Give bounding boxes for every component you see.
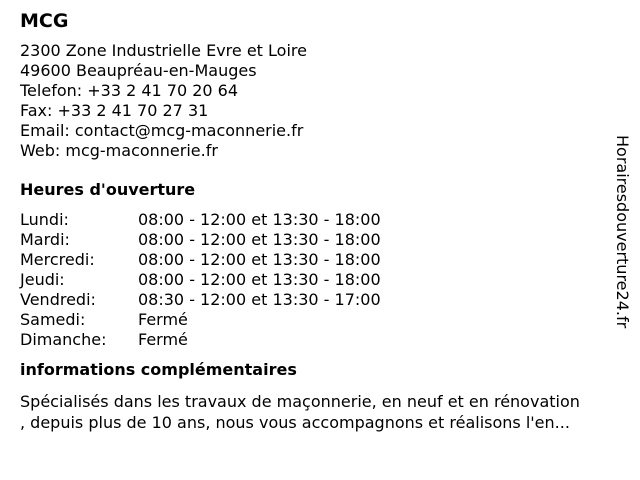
- fax-line: Fax: +33 2 41 70 27 31: [20, 101, 209, 120]
- info-description: [20, 391, 625, 433]
- day-label: Dimanche:: [20, 330, 107, 349]
- time-value: 08:30 - 12:00 et 13:30 - 17:00: [138, 290, 381, 309]
- hours-row-sunday: [20, 330, 620, 350]
- hours-row-thursday: [20, 270, 620, 290]
- business-card: [20, 8, 620, 433]
- day-label: Vendredi:: [20, 290, 96, 309]
- web-line: Web: mcg-maconnerie.fr: [20, 141, 218, 160]
- info-heading: informations complémentaires: [20, 360, 297, 379]
- time-value: Fermé: [138, 310, 188, 329]
- site-watermark: Horairesdouverture24.fr: [613, 135, 632, 329]
- hours-row-tuesday: [20, 230, 620, 250]
- address-line-2: 49600 Beaupréau-en-Mauges: [20, 61, 257, 80]
- day-label: Lundi:: [20, 210, 69, 229]
- day-label: Samedi:: [20, 310, 86, 329]
- hours-heading: Heures d'ouverture: [20, 180, 196, 199]
- time-value: Fermé: [138, 330, 188, 349]
- time-value: 08:00 - 12:00 et 13:30 - 18:00: [138, 270, 381, 289]
- time-value: 08:00 - 12:00 et 13:30 - 18:00: [138, 210, 381, 229]
- hours-table: [20, 210, 620, 350]
- hours-row-friday: [20, 290, 620, 310]
- description-line-2: , depuis plus de 10 ans, nous vous accompagnons et réalisons l'en...: [20, 413, 570, 432]
- day-label: Jeudi:: [20, 270, 65, 289]
- address-line-1: 2300 Zone Industrielle Evre et Loire: [20, 41, 307, 60]
- business-name: MCG: [20, 10, 69, 32]
- hours-row-monday: [20, 210, 620, 230]
- day-label: Mardi:: [20, 230, 70, 249]
- description-line-1: Spécialisés dans les travaux de maçonnerie, en neuf et en rénovation: [20, 392, 580, 411]
- time-value: 08:00 - 12:00 et 13:30 - 18:00: [138, 250, 381, 269]
- time-value: 08:00 - 12:00 et 13:30 - 18:00: [138, 230, 381, 249]
- email-line: Email: contact@mcg-maconnerie.fr: [20, 121, 304, 140]
- phone-line: Telefon: +33 2 41 70 20 64: [20, 81, 239, 100]
- day-label: Mercredi:: [20, 250, 95, 269]
- hours-row-wednesday: [20, 250, 620, 270]
- hours-row-saturday: [20, 310, 620, 330]
